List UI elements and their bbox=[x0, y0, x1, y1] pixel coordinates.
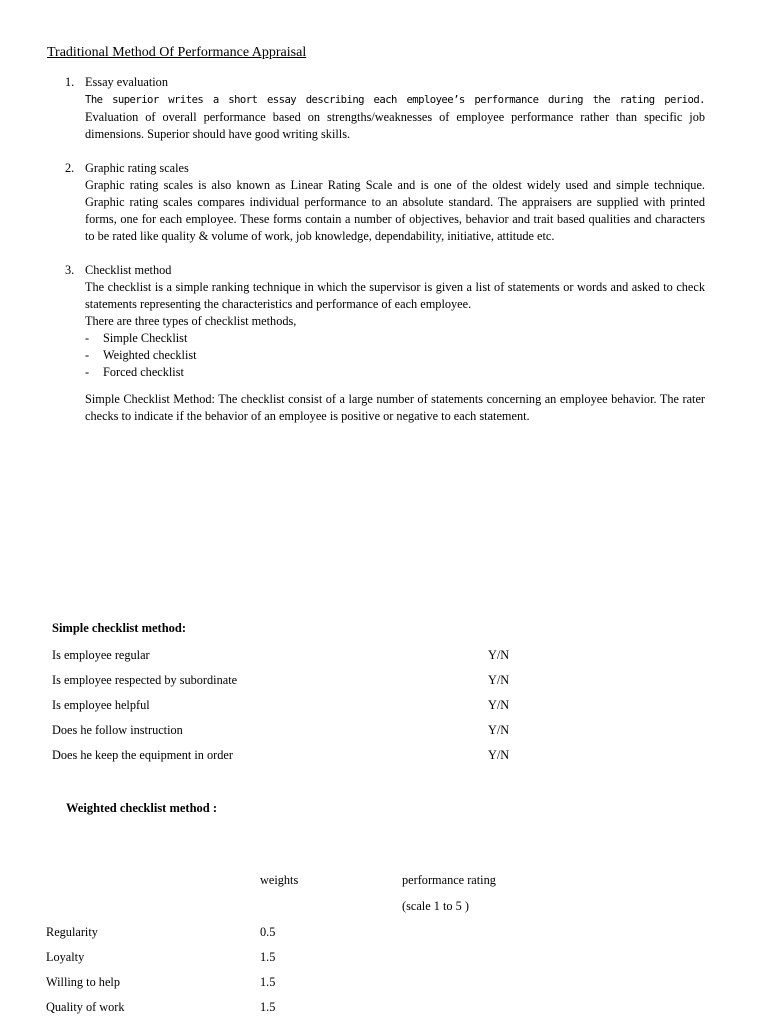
checklist-answer: Y/N bbox=[488, 673, 510, 687]
method-item-essay bbox=[65, 74, 705, 143]
item-number: 3. bbox=[65, 263, 75, 277]
item-heading: Graphic rating scales bbox=[85, 161, 189, 175]
type-label: Weighted checklist bbox=[103, 348, 197, 362]
weights-column-header: weights bbox=[260, 873, 299, 887]
type-label: Forced checklist bbox=[103, 365, 184, 379]
type-list-item bbox=[85, 364, 705, 381]
item-text-rest: Evaluation of overall performance based on strengths/weaknesses of employee performance rather than specific job dimensions. Superior should have good writing skills. bbox=[85, 110, 705, 141]
weighted-value: 1.5 bbox=[260, 1000, 276, 1014]
weighted-value: 1.5 bbox=[260, 950, 276, 964]
item-number: 2. bbox=[65, 161, 75, 175]
weighted-value: 0.5 bbox=[260, 925, 276, 939]
item-text-typed: The superior writes a short essay describing each employee’s performance during the rating period. bbox=[85, 94, 705, 106]
item-text: The checklist is a simple ranking technique in which the supervisor is given a list of statements or words and asked to check statements representing the characteristics and performance of each employee. bbox=[85, 280, 705, 311]
methods-list bbox=[65, 74, 705, 442]
method-item-graphic-rating bbox=[65, 160, 705, 245]
weighted-factor: Quality of work bbox=[46, 1000, 125, 1014]
item-text: Graphic rating scales is also known as Linear Rating Scale and is one of the oldest widely used and simple technique. Graphic rating scales compares individual performance to an absolute standard. The appraisers are supplied with printed forms, one for each employee. These forms contain a number of objectives, behavior and trait based qualities and characters to be rated like quality & volume of work, job knowledge, dependability, initiative, attitude etc. bbox=[85, 178, 705, 243]
dash-bullet: - bbox=[85, 365, 90, 379]
simple-checklist-heading: Simple checklist method: bbox=[52, 621, 187, 635]
checklist-question: Is employee respected by subordinate bbox=[52, 673, 238, 687]
type-label: Simple Checklist bbox=[103, 331, 188, 345]
rating-scale-note: (scale 1 to 5 ) bbox=[402, 899, 469, 913]
checklist-answer: Y/N bbox=[488, 748, 510, 762]
item-number: 1. bbox=[65, 75, 75, 89]
method-item-checklist bbox=[65, 262, 705, 425]
weighted-value: 1.5 bbox=[260, 975, 276, 989]
weighted-factor: Loyalty bbox=[46, 950, 85, 964]
weighted-factor: Willing to help bbox=[46, 975, 120, 989]
item-heading: Essay evaluation bbox=[85, 75, 168, 89]
item-text bbox=[85, 91, 705, 143]
dash-bullet: - bbox=[85, 331, 90, 345]
checklist-question: Is employee helpful bbox=[52, 698, 150, 712]
simple-checklist-description: Simple Checklist Method: The checklist consist of a large number of statements concerning an employee behavior. The rater checks to indicate if the behavior of an employee is positive or negative to each statement. bbox=[85, 392, 705, 423]
page-title: Traditional Method Of Performance Appraisal bbox=[47, 45, 307, 60]
item-heading: Checklist method bbox=[85, 263, 172, 277]
checklist-answer: Y/N bbox=[488, 648, 510, 662]
dash-bullet: - bbox=[85, 348, 90, 362]
checklist-question: Does he follow instruction bbox=[52, 723, 183, 737]
checklist-question: Does he keep the equipment in order bbox=[52, 748, 233, 762]
checklist-answer: Y/N bbox=[488, 723, 510, 737]
weighted-factor: Regularity bbox=[46, 925, 98, 939]
rating-column-header: performance rating bbox=[402, 873, 496, 887]
weighted-checklist-heading: Weighted checklist method : bbox=[66, 801, 218, 815]
checklist-question: Is employee regular bbox=[52, 648, 150, 662]
types-intro: There are three types of checklist methods, bbox=[85, 314, 297, 328]
type-list-item bbox=[85, 330, 705, 347]
type-list-item bbox=[85, 347, 705, 364]
checklist-answer: Y/N bbox=[488, 698, 510, 712]
